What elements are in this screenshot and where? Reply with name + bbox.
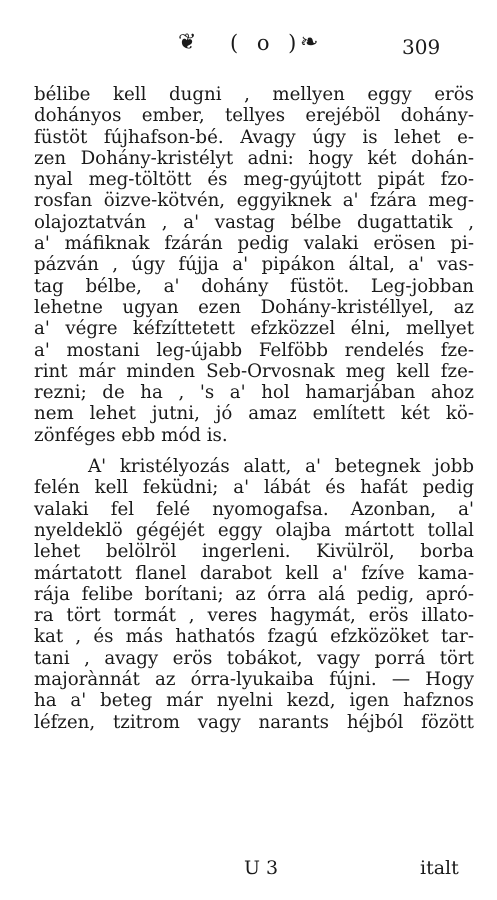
text-line: rosfan öizve-kötvén, eggyiknek a' fzára meg- [34, 190, 474, 212]
text-line: nyal meg-töltött és meg-gyújtott pipát fzo- [34, 169, 474, 191]
text-line: zen Dohány-kristélyt adni: hogy két dohán- [34, 147, 474, 169]
text-line: tani , avagy erös tobákot, vagy porrá tört [34, 647, 474, 669]
text-line: tag bélbe, a' dohány füstöt. Leg-jobban [34, 275, 474, 297]
text-line: a' végre kéfzíttetett efzközzel élni, mellyet [34, 318, 474, 340]
text-line: kat , és más hathatós fzagú efzközöket tar- [34, 626, 474, 648]
page-number: 309 [402, 35, 441, 59]
page-footer [0, 857, 497, 881]
text-line: pázván , úgy fújja a' pipákon által, a' vas- [34, 254, 474, 276]
text-line: valaki fel felé nyomogafsa. Azonban, a' [34, 498, 474, 520]
text-line: ra tört tormát , veres hagymát, erös illato- [34, 605, 474, 627]
header-marker: ( o ) [230, 31, 303, 55]
text-line: nyeldeklö gégéjét eggy olajba mártott tollal [34, 519, 474, 541]
text-line: A' kristélyozás alatt, a' betegnek jobb [88, 456, 474, 478]
text-line: a' mostani leg-újabb Felföbb rendelés fze- [34, 339, 474, 361]
text-line: ha a' beteg már nyelni kezd, igen hafznos [34, 690, 474, 712]
fleuron-ornament-icon: ❧ [300, 30, 319, 55]
text-line: füstöt fújhafson-bé. Avagy úgy is lehet e- [34, 126, 474, 148]
text-line: majorànnát az órra-lyukaiba fújni. — Hogy [34, 669, 474, 691]
paragraph [34, 84, 474, 446]
text-line: bélibe kell dugni , mellyen eggy erös [34, 84, 474, 105]
text-line: mártatott flanel darabot kell a' fzíve kama- [34, 562, 474, 584]
text-line: zönféges ebb mód is. [34, 424, 228, 446]
fleuron-ornament-icon: ❦ [178, 30, 197, 55]
text-line: lehet belölröl ingerleni. Kivülröl, borba [34, 541, 474, 563]
text-line: a' máfiknak fzárán pedig valaki erösen pi- [34, 233, 474, 255]
text-line: rája felibe borítani; az órra alá pedig, apró- [34, 583, 474, 605]
body-text [34, 84, 474, 733]
text-line: felén kell feküdni; a' lábát és hafát pedig [34, 477, 474, 499]
signature-mark: U 3 [244, 857, 279, 879]
text-line: nem lehet jutni, jó amaz említett két kö- [34, 403, 474, 425]
text-line: lehetne ugyan ezen Dohány-kristéllyel, az [34, 296, 474, 318]
text-line: rezni; de ha , 's a' hol hamarjában ahoz [34, 382, 474, 404]
paragraph-gap [34, 446, 474, 456]
text-line: léfzen, tzitrom vagy narants héjból fözött [34, 711, 474, 733]
page-header [0, 28, 497, 68]
paragraph [34, 456, 474, 733]
catchword: italt [420, 857, 459, 879]
text-line: olajoztatván , a' vastag bélbe dugattatik , [34, 211, 474, 233]
text-line: dohányos ember, tellyes erejéböl dohány- [34, 105, 474, 127]
text-line: rint már minden Seb-Orvosnak meg kell fze- [34, 360, 474, 382]
